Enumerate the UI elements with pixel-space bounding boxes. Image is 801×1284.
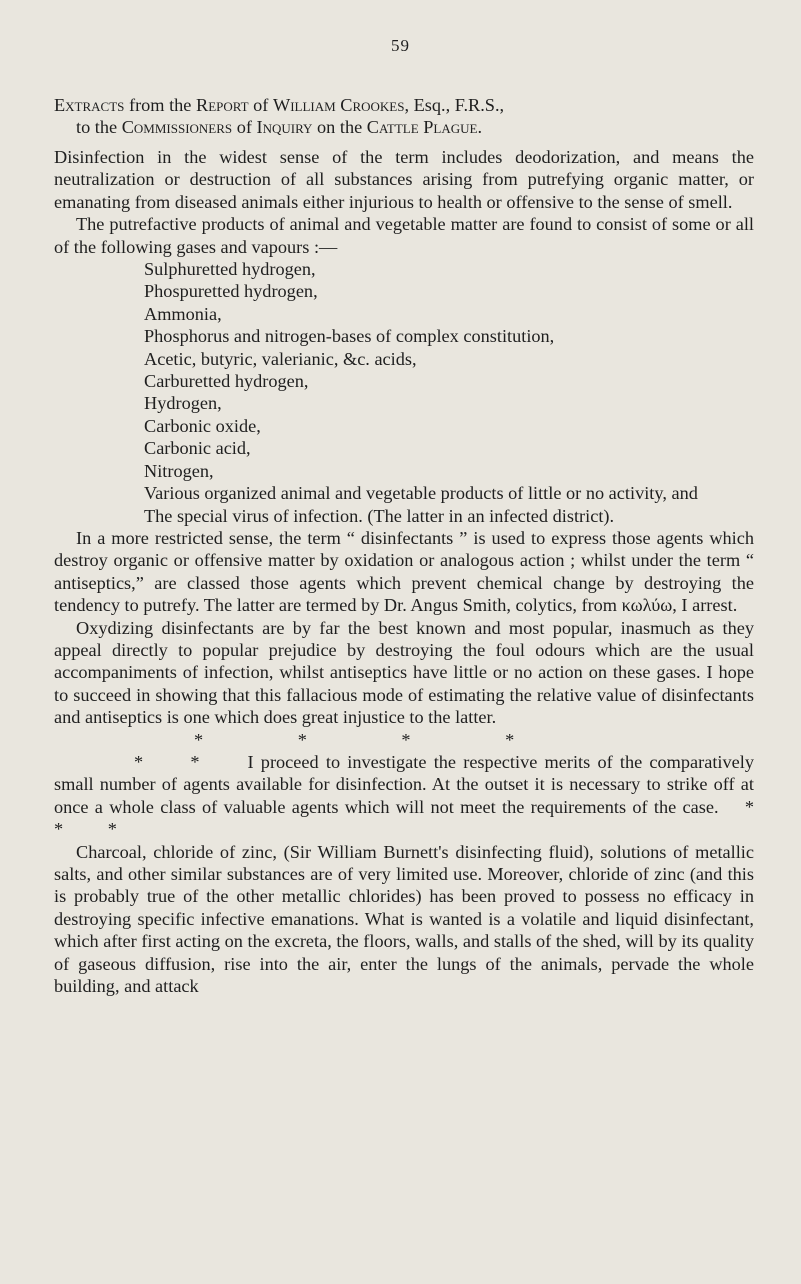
gases-list (54, 258, 754, 527)
heading-report: Report (196, 95, 249, 115)
heading-text: from the (124, 95, 196, 115)
list-item: Carbonic acid, (144, 438, 251, 459)
paragraph-proceed-text: I proceed to investigate the respective merits of the comparatively small number of agents available for disinfection. At the outset it is necessary to strike off at once a whole class of valuable agents which will not meet the requirements of the case. (54, 751, 754, 817)
list-item: Nitrogen, (144, 460, 214, 481)
heading-author: William Crookes (272, 95, 405, 115)
heading-text: . (477, 117, 483, 137)
page-number: 59 (391, 36, 410, 55)
heading-inquiry: Inquiry (256, 117, 313, 137)
heading-commissioners: Commissioners (121, 117, 233, 137)
paragraph-disinfectants-antiseptics: In a more restricted sense, the term “ disinfectants ” is used to express those agents which destroy organic or offensive matter by oxidation or analogous action ; whilst under the term “ antiseptics,” are classed those agents which prevent chemical change by destroying the tendency to putrefy. The latter are termed by Dr. Angus Smith, colytics, from κωλύω, I arrest. (54, 527, 754, 616)
heading-text: of (248, 95, 273, 115)
section-heading (54, 94, 754, 138)
list-item: Hydrogen, (144, 393, 222, 414)
paragraph-proceed (54, 751, 754, 841)
list-item: Phospuretted hydrogen, (144, 281, 318, 302)
heading-cattle-plague: Cattle Plague (366, 117, 478, 137)
heading-text: to the (76, 117, 122, 137)
paragraph-putrefactive-products: The putrefactive products of animal and vegetable matter are found to consist of some or all of the following gases and vapours :— (54, 214, 754, 257)
list-item: The special virus of infection. (The latter in an infected district). (144, 505, 615, 526)
list-item: Acetic, butyric, valerianic, &c. acids, (144, 348, 417, 369)
heading-extracts: Extracts (54, 95, 125, 115)
paragraph-oxydizing: Oxydizing disinfectants are by far the best known and most popular, inasmuch as they appeal directly to popular prejudice by destroying the foul odours which are the usual accompaniments of infection, whilst antiseptics have little or no action on these gases. I hope to succeed in showing that this fallacious mode of estimating the relative value of disinfectants and antiseptics is one which does great injustice to the latter. (54, 617, 754, 728)
heading-text: on the (312, 117, 367, 137)
omission-stars: * * * * (194, 729, 515, 750)
omission-stars-lead: * * (134, 751, 200, 772)
list-item: Sulphuretted hydrogen, (144, 259, 316, 280)
body-text (54, 146, 754, 997)
list-item: Various organized animal and vegetable products of little or no activity, and (144, 483, 698, 504)
paragraph-disinfection-definition: Disinfection in the widest sense of the term includes deodorization, and means the neutralization or destruction of all substances arising from putrefying organic matter, or emanating from diseased animals either injurious to health or offensive to the sense of smell. (54, 147, 754, 212)
heading-text: of (232, 117, 257, 137)
heading-text: , Esq., F.R.S., (404, 95, 505, 115)
list-item: Carbonic oxide, (144, 415, 261, 436)
list-item: Phosphorus and nitrogen-bases of complex constitution, (144, 326, 555, 347)
list-item: Carburetted hydrogen, (144, 371, 309, 392)
paragraph-charcoal: Charcoal, chloride of zinc, (Sir William Burnett's disinfecting fluid), solutions of metallic salts, and other similar substances are of very limited use. Moreover, chloride of zinc (and this is probably true of the other metallic chlorides) has been proved to possess no efficacy in destroying specific infective emanations. What is wanted is a volatile and liquid disinfectant, which after first acting on the excreta, the floors, walls, and stalls of the shed, will by its quality of gaseous diffusion, rise into the air, enter the lungs of the animals, pervade the whole building, and attack (54, 841, 754, 997)
list-item: Ammonia, (144, 303, 222, 324)
omission-stars-trailing: * * * (54, 796, 754, 840)
heading-line-2 (54, 116, 754, 138)
